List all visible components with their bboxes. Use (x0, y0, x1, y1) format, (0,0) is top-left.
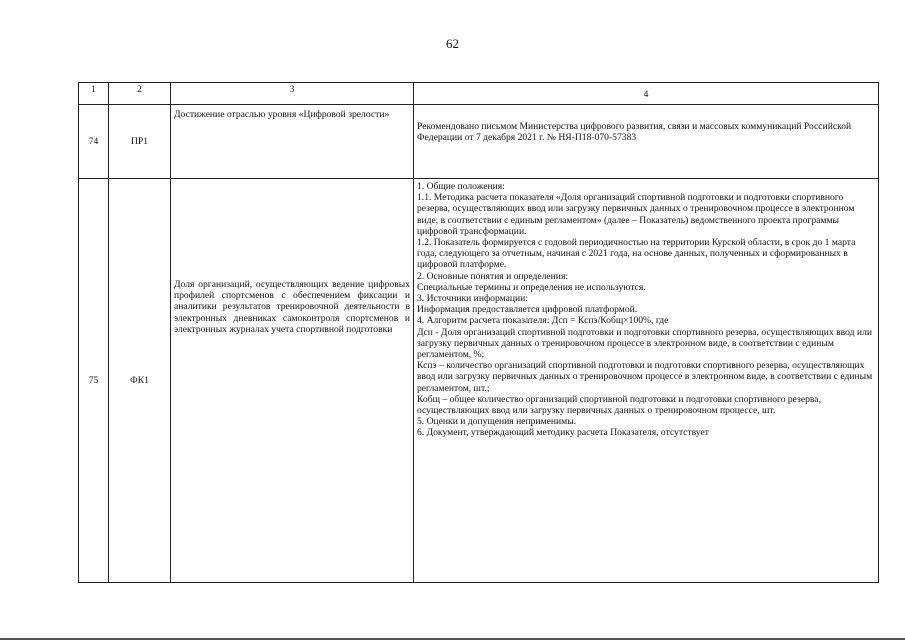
indicator-table (78, 82, 879, 583)
description-line: 1.1. Методика расчета показателя «Доля организаций спортивной подготовки и подготовки спортивного резерва, осуществляющих ввод или загрузку первичных данных о тренировочном процессе в электронном виде, в соответствии с единым регламентом» (далее – Показатель) ведомственного проекта программы цифровой трансформации. (417, 192, 855, 237)
header-col-1: 1 (79, 83, 109, 105)
row-description (414, 179, 879, 583)
row-indicator-name: Достижение отраслью уровня «Цифровой зрелости» (171, 105, 414, 179)
row-number: 75 (79, 179, 109, 583)
header-col-4: 4 (414, 83, 879, 105)
description-line: 6. Документ, утверждающий методику расчета Показателя, отсутствует (417, 427, 709, 439)
description-line: 4. Алгоритм расчета показателя: Дсп = Кспэ/Кобщ×100%, где (417, 315, 669, 327)
row-indicator-name: Доля организаций, осуществляющих ведение цифровых профилей спортсменов с обеспечением фиксации и аналитики результатов тренировочной деятельности в электронных дневниках самоконтроля спортсменов и электронных журналах учета спортивной подготовки (171, 179, 414, 583)
description-line: 5. Оценки и допущения неприменимы. (417, 416, 577, 428)
header-col-3: 3 (171, 83, 414, 105)
description-line: Специальные термины и определения не используются. (417, 281, 646, 293)
table-row (79, 105, 879, 179)
description-line: 1. Общие положения: (417, 181, 505, 192)
row-code: ФК1 (109, 179, 171, 583)
description-line: Рекомендовано письмом Министерства цифрового развития, связи и массовых коммуникаций Российской Федерации от 7 декабря 2021 г. № НЯ-П18-070-57383 (417, 121, 852, 144)
description-line: Информация предоставляется цифровой платформой. (417, 304, 638, 316)
table-header-row (79, 83, 879, 105)
description-line: 2. Основные понятия и определения: (417, 270, 569, 282)
page-number: 62 (446, 36, 459, 51)
description-line: 3. Источники информации: (417, 293, 528, 305)
row-code: ПР1 (109, 105, 171, 179)
table-row (79, 179, 879, 583)
description-line: 1.2. Показатель формируется с годовой периодичностью на территории Курской области, в срок до 1 марта года, следующего за отчетным, начиная с 2021 года, на основе данных, полученных и сформированных в цифровой платформе. (417, 237, 856, 271)
row-description (414, 105, 879, 179)
description-line: Кспэ – количество организаций спортивной подготовки и подготовки спортивного резерва, осуществляющих ввод или загрузку первичных данных о тренировочном процессе в электронном виде, в соответствии с единым регламентом, шт.; (417, 360, 873, 394)
header-col-2: 2 (109, 83, 171, 105)
description-line: Кобщ – общее количество организаций спортивной подготовки и подготовки спортивного резерва, осуществляющих ввод или загрузку первичных данных о тренировочном процессе, шт. (417, 393, 821, 417)
description-line: Дсп - Доля организаций спортивной подготовки и подготовки спортивного резерва, осуществляющих ввод или загрузку первичных данных о тренировочном процессе в электронном виде, в соответствии с единым регламентом, %; (417, 326, 872, 361)
row-number: 74 (79, 105, 109, 179)
